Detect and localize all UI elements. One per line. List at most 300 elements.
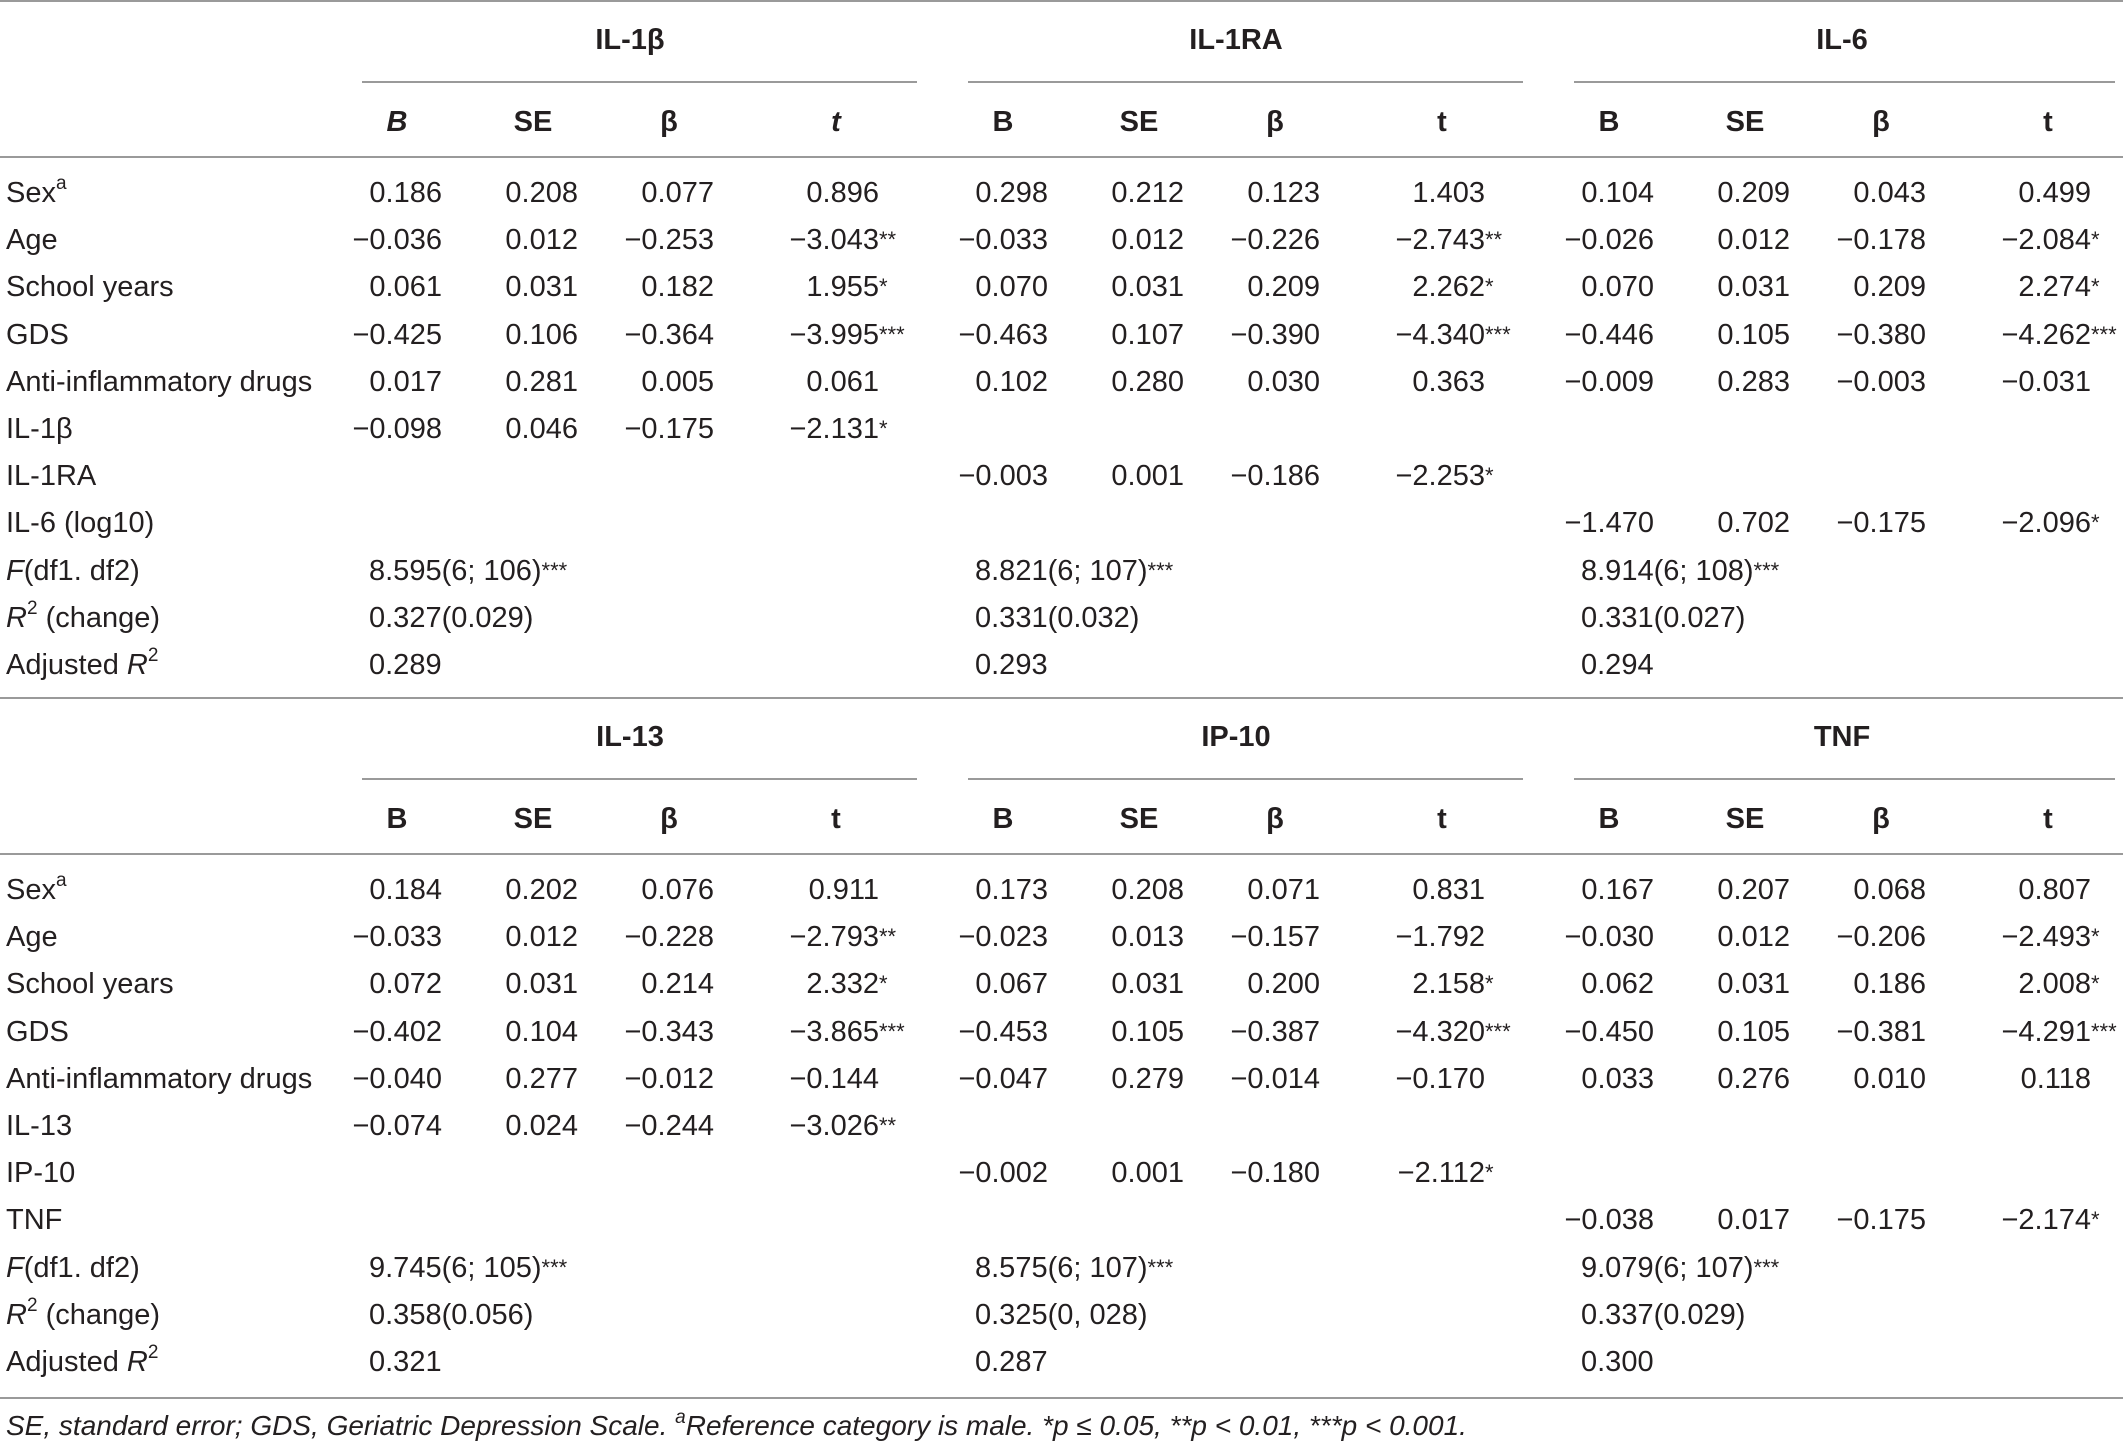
significance-stars: * [2091, 924, 2100, 950]
group-underline [362, 778, 917, 780]
table-cell: 0.212 [1111, 177, 1184, 209]
significance-stars: ** [879, 924, 897, 950]
significance-stars: * [879, 274, 888, 300]
cell-value: −4.340 [1395, 318, 1485, 351]
footnote-text: SE, standard error; GDS, Geriatric Depression Scale. [6, 1410, 676, 1441]
cell-value: −2.112 [1397, 1157, 1485, 1190]
table-cell: 0.031 [505, 271, 578, 304]
stat-label-superscript: 2 [26, 598, 38, 620]
table-cell: 0.173 [975, 874, 1048, 906]
column-header: B [386, 803, 408, 835]
row-label-text: TNF [6, 1204, 63, 1237]
group-underline [968, 81, 1523, 83]
row-label [6, 270, 174, 304]
cell-value: 0.499 [2018, 177, 2091, 209]
stat-label-superscript: 2 [26, 1295, 38, 1317]
stat-number: 0.293 [975, 649, 1048, 681]
stat-number: 0.289 [369, 649, 442, 681]
table-cell: 0.061 [369, 271, 442, 304]
table-cell: 0.005 [641, 365, 714, 398]
table-cell [1981, 920, 2123, 954]
column-header: SE [1119, 803, 1159, 835]
cell-value: −2.096 [2001, 507, 2091, 540]
table-cell: −0.038 [1564, 1204, 1654, 1237]
stat-value [1581, 1345, 1654, 1379]
stat-number: 0.358(0.056) [369, 1298, 534, 1331]
stat-number: 0.337(0.029) [1581, 1298, 1746, 1331]
cell-value: −1.792 [1395, 921, 1485, 954]
cell-value: −3.043 [789, 224, 879, 257]
table-cell: 0.010 [1853, 1062, 1926, 1095]
table-cell: 0.281 [505, 365, 578, 398]
cell-value: −2.253 [1395, 460, 1485, 493]
column-header: t [2043, 803, 2053, 835]
table-cell: 0.276 [1717, 1062, 1790, 1095]
cell-value: −3.995 [789, 318, 879, 351]
significance-stars: *** [1753, 1254, 1780, 1280]
table-cell: −0.178 [1836, 224, 1926, 257]
row-label-text: IP-10 [6, 1157, 76, 1190]
significance-stars: * [2091, 1207, 2100, 1233]
table-cell: 0.012 [1717, 921, 1790, 954]
stat-label-prefix: Adjusted [6, 1346, 127, 1378]
panel-top-rule [0, 0, 2123, 2]
cell-value: 0.831 [1412, 874, 1485, 906]
column-header: t [1437, 803, 1447, 835]
table-cell: −0.003 [958, 460, 1048, 493]
row-label [6, 1203, 62, 1237]
table-cell: 0.062 [1581, 968, 1654, 1001]
stat-number: 9.079(6; 107) [1581, 1251, 1754, 1284]
significance-stars: *** [541, 1254, 568, 1280]
table-cell: 0.017 [369, 365, 442, 398]
table-cell: 0.033 [1581, 1062, 1654, 1095]
table-cell: −0.228 [624, 921, 714, 954]
table-cell: −0.206 [1836, 921, 1926, 954]
table-cell: −0.402 [352, 1015, 442, 1048]
column-header: t [2043, 106, 2053, 138]
table-cell: −0.387 [1230, 1015, 1320, 1048]
column-header: B [1598, 803, 1620, 835]
table-cell: −0.033 [958, 224, 1048, 257]
table-cell: 0.001 [1111, 1157, 1184, 1190]
row-label-text: Age [6, 224, 58, 257]
significance-stars: * [1485, 1160, 1494, 1186]
table-cell: 0.067 [975, 968, 1048, 1001]
table-cell: 0.702 [1717, 507, 1790, 540]
table-cell: 0.072 [369, 968, 442, 1001]
stat-label [6, 598, 161, 635]
column-header: B [386, 106, 408, 138]
significance-stars: * [1485, 274, 1494, 300]
table-cell: −0.453 [958, 1015, 1048, 1048]
stat-number: 0.294 [1581, 649, 1654, 681]
table-panel-2 [0, 697, 2123, 1397]
row-label [6, 318, 69, 352]
table-cell: −0.074 [352, 1110, 442, 1142]
table-cell: 0.012 [505, 921, 578, 954]
significance-stars: ** [879, 227, 897, 253]
table-cell: 0.208 [1111, 874, 1184, 906]
row-label [6, 1109, 72, 1143]
cell-value: −3.026 [789, 1110, 879, 1142]
significance-stars: *** [541, 557, 568, 583]
cell-value: −2.793 [789, 921, 879, 954]
stat-label-rest: (change) [37, 601, 161, 634]
group-underline [1574, 81, 2115, 83]
cell-value: 2.008 [2018, 968, 2091, 1001]
table-cell: 0.046 [505, 413, 578, 445]
significance-stars: *** [1485, 1018, 1511, 1044]
table-cell: 0.071 [1247, 874, 1320, 906]
significance-stars: *** [1147, 1254, 1174, 1280]
stat-label-rest: (change) [37, 1298, 161, 1331]
row-label [6, 870, 67, 907]
row-label [6, 920, 58, 954]
cell-value: 0.896 [806, 177, 879, 209]
row-label-text: IL-13 [6, 1110, 73, 1142]
significance-stars: * [1485, 971, 1494, 997]
cell-value: 1.955 [806, 271, 879, 304]
table-cell: 0.001 [1111, 460, 1184, 493]
row-label [6, 967, 174, 1001]
table-cell: 0.012 [1111, 224, 1184, 257]
stat-value [975, 1298, 1148, 1332]
table-footnote [6, 1406, 1467, 1442]
table-cell: 0.030 [1247, 365, 1320, 398]
cell-value: 2.158 [1412, 968, 1485, 1001]
stat-number: 8.914(6; 108) [1581, 554, 1754, 587]
stat-value [975, 1251, 1173, 1285]
table-cell: 0.043 [1853, 177, 1926, 209]
stat-number: 8.595(6; 106) [369, 554, 542, 587]
stat-label-prefix: Adjusted [6, 649, 127, 681]
stat-label-symbol: R [6, 601, 27, 634]
cell-value: −4.262 [2001, 318, 2091, 351]
table-cell: 0.012 [1717, 224, 1790, 257]
stat-label [6, 1342, 159, 1379]
significance-stars: ** [1485, 227, 1503, 253]
table-cell: 0.209 [1717, 177, 1790, 209]
table-cell: 0.104 [1581, 177, 1654, 209]
group-header: IL-6 [1816, 24, 1868, 56]
column-header: SE [1119, 106, 1159, 138]
table-cell: −0.003 [1836, 365, 1926, 398]
stat-label [6, 645, 159, 682]
stat-number: 0.300 [1581, 1346, 1654, 1378]
stat-number: 0.325(0, 028) [975, 1298, 1148, 1331]
stat-number: 0.327(0.029) [369, 601, 534, 634]
table-cell: −0.040 [352, 1062, 442, 1095]
row-label-text: GDS [6, 318, 69, 351]
header-rule [0, 156, 2123, 158]
stat-value [369, 1298, 533, 1332]
stat-value [975, 554, 1173, 588]
column-header: SE [513, 106, 553, 138]
cell-value: −0.170 [1395, 1062, 1485, 1095]
table-cell: −0.450 [1564, 1015, 1654, 1048]
significance-stars: *** [2091, 1018, 2117, 1044]
table-cell: −0.343 [624, 1015, 714, 1048]
significance-stars: * [879, 971, 888, 997]
table-cell: −0.364 [624, 318, 714, 351]
row-label [6, 1015, 69, 1049]
row-label [6, 1156, 75, 1190]
table-cell: 0.031 [1717, 271, 1790, 304]
table-cell: 0.106 [505, 318, 578, 351]
table-cell: 0.208 [505, 177, 578, 209]
row-label-text: GDS [6, 1015, 69, 1048]
cell-value: 2.274 [2018, 271, 2091, 304]
table-cell: 0.186 [369, 177, 442, 209]
table-cell: 0.105 [1717, 1015, 1790, 1048]
table-cell: 0.209 [1247, 271, 1320, 304]
stat-label [6, 554, 140, 588]
table-cell: 0.214 [641, 968, 714, 1001]
row-label-text: Anti-inflammatory drugs [6, 365, 313, 398]
table-cell: 0.283 [1717, 365, 1790, 398]
table-cell: 0.102 [975, 365, 1048, 398]
table-cell: 0.182 [641, 271, 714, 304]
stat-label [6, 1295, 161, 1332]
table-cell: −0.030 [1564, 921, 1654, 954]
significance-stars: *** [1753, 557, 1780, 583]
column-header: t [1437, 106, 1447, 138]
table-cell: 0.167 [1581, 874, 1654, 906]
stat-label [6, 1251, 140, 1285]
cell-value: 1.403 [1412, 177, 1485, 209]
row-label-text: School years [6, 271, 174, 304]
stat-number: 0.321 [369, 1346, 442, 1378]
table-cell: −0.033 [352, 921, 442, 954]
significance-stars: * [2091, 227, 2100, 253]
stat-number: 0.331(0.032) [975, 601, 1140, 634]
table-cell [1981, 1203, 2123, 1237]
table-cell: −0.157 [1230, 921, 1320, 954]
stat-label-superscript: 2 [147, 1342, 159, 1364]
table-cell: 0.024 [505, 1110, 578, 1142]
group-underline [362, 81, 917, 83]
cell-value: −2.131 [789, 413, 879, 445]
stat-value [1581, 1298, 1745, 1332]
table-bottom-rule [0, 1397, 2123, 1399]
table-cell: 0.076 [641, 874, 714, 906]
header-rule [0, 853, 2123, 855]
table-cell: −0.175 [1836, 1204, 1926, 1237]
group-header: IL-1β [595, 24, 665, 56]
table-cell: 0.107 [1111, 318, 1184, 351]
significance-stars: * [1485, 463, 1494, 489]
row-label-text: School years [6, 968, 174, 1001]
table-cell: −0.463 [958, 318, 1048, 351]
table-cell: −0.226 [1230, 224, 1320, 257]
table-cell: 0.280 [1111, 365, 1184, 398]
group-header: IL-13 [596, 721, 664, 753]
table-cell: 0.031 [1111, 271, 1184, 304]
row-label [6, 173, 67, 210]
table-cell: 0.031 [505, 968, 578, 1001]
column-header: β [1872, 803, 1890, 835]
row-label-text: IL-6 (log10) [6, 507, 155, 540]
table-cell: −0.026 [1564, 224, 1654, 257]
cell-value: −0.031 [2001, 365, 2091, 398]
column-header: SE [1725, 106, 1765, 138]
group-header: TNF [1813, 721, 1871, 753]
row-label-text: IL-1β [6, 413, 73, 445]
significance-stars: * [2091, 971, 2100, 997]
table-cell [1375, 459, 1575, 493]
row-label-text: IL-1RA [6, 460, 97, 493]
table-cell: −0.047 [958, 1062, 1048, 1095]
table-cell [1981, 506, 2123, 540]
row-label-superscript: a [55, 870, 67, 892]
significance-stars: *** [1147, 557, 1174, 583]
table-cell: −0.446 [1564, 318, 1654, 351]
table-cell: −0.253 [624, 224, 714, 257]
table-cell: 0.077 [641, 177, 714, 209]
table-cell: 0.184 [369, 874, 442, 906]
table-cell: −0.002 [958, 1157, 1048, 1190]
row-label-text: Anti-inflammatory drugs [6, 1062, 313, 1095]
stat-value [369, 1345, 442, 1379]
significance-stars: ** [879, 1113, 897, 1138]
cell-value: −0.144 [789, 1062, 879, 1095]
table-cell: 0.068 [1853, 874, 1926, 906]
table-cell: 0.207 [1717, 874, 1790, 906]
column-header: B [1598, 106, 1620, 138]
table-cell [1981, 176, 2123, 210]
stat-label-rest: (df1. df2) [23, 1251, 140, 1284]
table-cell [1981, 873, 2123, 907]
table-cell: 0.105 [1111, 1015, 1184, 1048]
table-cell: 0.105 [1717, 318, 1790, 351]
cell-value: −2.493 [2001, 921, 2091, 954]
table-cell [769, 1109, 969, 1143]
table-cell: 0.123 [1247, 177, 1320, 209]
cell-value: 0.363 [1412, 365, 1485, 398]
table-cell: 0.200 [1247, 968, 1320, 1001]
table-cell: 0.279 [1111, 1062, 1184, 1095]
table-cell: 0.070 [1581, 271, 1654, 304]
table-cell: −0.009 [1564, 365, 1654, 398]
column-header: β [1266, 803, 1284, 835]
table-cell: 0.277 [505, 1062, 578, 1095]
stat-value [975, 648, 1048, 682]
stat-number: 8.575(6; 107) [975, 1251, 1148, 1284]
table-cell: −1.470 [1564, 507, 1654, 540]
stat-value [975, 601, 1139, 635]
table-cell: 0.186 [1853, 968, 1926, 1001]
table-cell: 0.013 [1111, 921, 1184, 954]
table-cell: 0.104 [505, 1015, 578, 1048]
row-label-text: Sex [6, 874, 56, 906]
stat-label-symbol: R [6, 1298, 27, 1331]
row-label [6, 506, 154, 540]
column-header: B [992, 106, 1014, 138]
cell-value: 0.061 [806, 365, 879, 398]
stat-label-symbol: R [126, 649, 148, 681]
table-cell: 0.298 [975, 177, 1048, 209]
table-cell: 0.017 [1717, 1204, 1790, 1237]
stat-value [369, 554, 567, 588]
cell-value: −3.865 [789, 1015, 879, 1048]
stat-label-superscript: 2 [147, 645, 159, 667]
group-underline [1574, 778, 2115, 780]
table-cell: 0.202 [505, 874, 578, 906]
cell-value: 0.118 [2020, 1062, 2091, 1095]
cell-value: 2.262 [1412, 271, 1485, 304]
cell-value: −2.743 [1395, 224, 1485, 257]
cell-value: 2.332 [806, 968, 879, 1001]
table-cell: 0.209 [1853, 271, 1926, 304]
table-cell: −0.180 [1230, 1157, 1320, 1190]
cell-value: 0.807 [2018, 874, 2091, 906]
row-label-text: Age [6, 921, 58, 954]
table-cell: −0.012 [624, 1062, 714, 1095]
table-cell: 0.031 [1111, 968, 1184, 1001]
stat-number: 0.331(0.027) [1581, 601, 1746, 634]
table-cell [1981, 1015, 2123, 1049]
column-header: SE [513, 803, 553, 835]
stat-value [369, 648, 442, 682]
table-cell: −0.244 [624, 1110, 714, 1142]
row-label [6, 223, 58, 257]
table-cell [1981, 223, 2123, 257]
table-cell: −0.390 [1230, 318, 1320, 351]
stat-label-symbol: F [6, 1251, 24, 1284]
panel-top-rule [0, 697, 2123, 699]
significance-stars: * [879, 416, 888, 441]
column-header: B [992, 803, 1014, 835]
row-label-text: Sex [6, 177, 56, 209]
column-header: t [831, 106, 841, 138]
significance-stars: * [2091, 510, 2100, 536]
stat-label-symbol: F [6, 554, 24, 587]
column-header: β [1872, 106, 1890, 138]
stat-number: 0.287 [975, 1346, 1048, 1378]
cell-value: −2.174 [2001, 1204, 2091, 1237]
table-cell: 0.012 [505, 224, 578, 257]
group-header: IL-1RA [1189, 24, 1283, 56]
table-cell: −0.175 [624, 413, 714, 445]
table-cell: −0.023 [958, 921, 1048, 954]
footnote-superscript: a [675, 1406, 686, 1428]
table-cell: −0.175 [1836, 507, 1926, 540]
table-cell [1981, 365, 2123, 399]
table-cell [1981, 967, 2123, 1001]
cell-value: −2.084 [2001, 224, 2091, 257]
stat-value [369, 1251, 567, 1285]
stat-number: 8.821(6; 107) [975, 554, 1148, 587]
significance-stars: *** [2091, 321, 2117, 347]
column-header: β [660, 106, 678, 138]
stat-label-rest: (df1. df2) [23, 554, 140, 587]
table-cell [1375, 1156, 1575, 1190]
table-cell: 0.031 [1717, 968, 1790, 1001]
table-cell: −0.186 [1230, 460, 1320, 493]
stat-value [975, 1345, 1048, 1379]
table-cell: −0.036 [352, 224, 442, 257]
table-cell: 0.070 [975, 271, 1048, 304]
group-header: IP-10 [1201, 721, 1271, 753]
significance-stars: *** [879, 1018, 905, 1044]
row-label [6, 459, 96, 493]
stat-value [1581, 648, 1654, 682]
cell-value: −4.320 [1395, 1015, 1485, 1048]
table-panel-1 [0, 0, 2123, 700]
stat-value [369, 601, 533, 635]
footnote-text-2: Reference category is male. *p ≤ 0.05, **p < 0.01, ***p < 0.001. [685, 1410, 1467, 1441]
